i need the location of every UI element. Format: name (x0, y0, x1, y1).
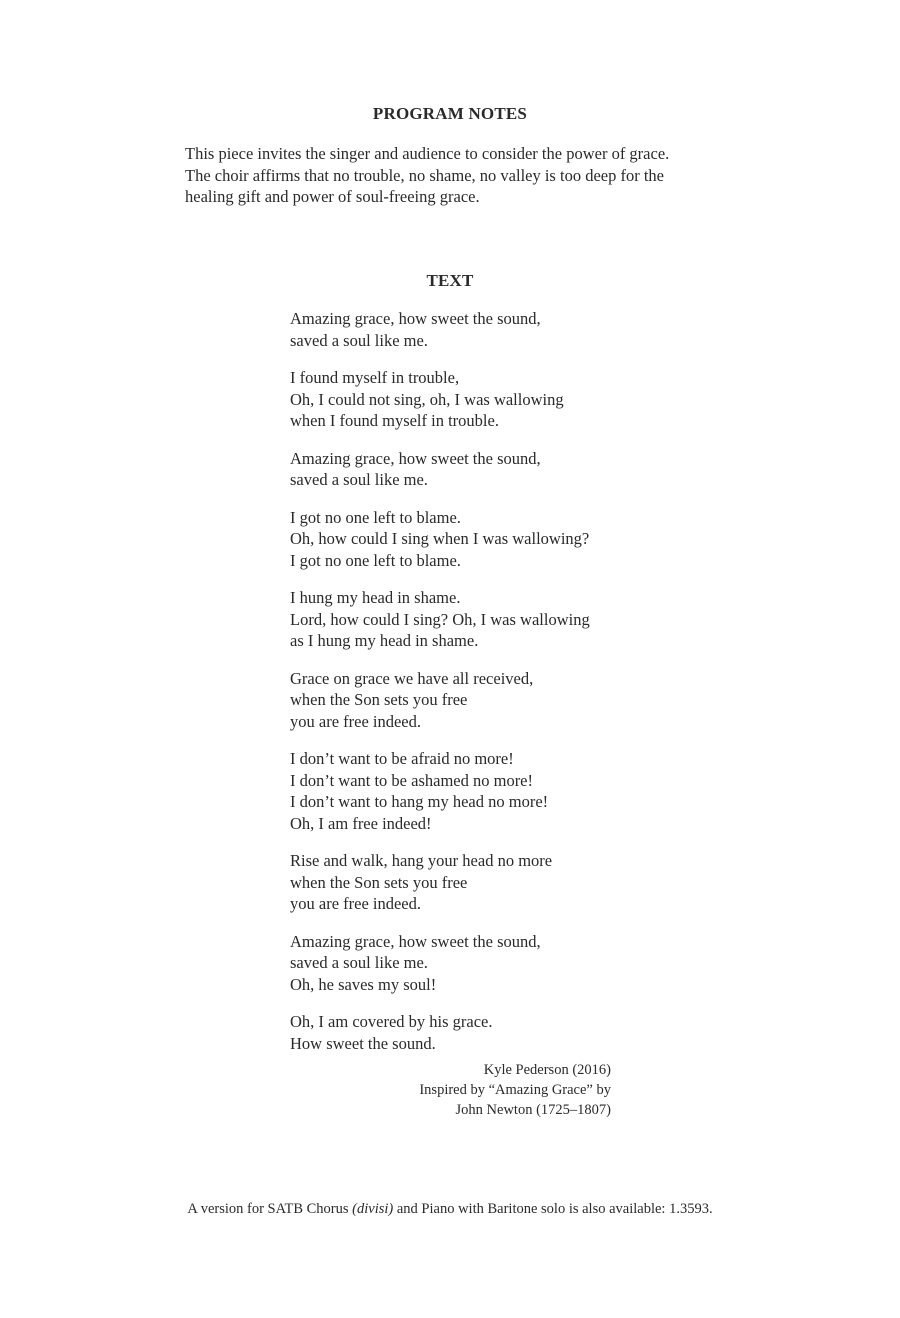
lyric-stanza (290, 668, 630, 733)
lyrics-block (290, 308, 630, 1070)
lyric-line: Grace on grace we have all received, (290, 668, 534, 688)
lyric-line: I don’t want to hang my head no more! (290, 792, 549, 811)
lyric-stanza (290, 507, 630, 572)
lyric-line: Amazing grace, how sweet the sound, (290, 309, 541, 328)
program-notes-line: The choir affirms that no trouble, no shame, no valley is too deep for the (185, 165, 664, 185)
lyric-line: saved a soul like me. (290, 330, 428, 350)
lyric-stanza (290, 1011, 630, 1054)
lyric-line: I got no one left to blame. (290, 507, 461, 527)
lyric-line: I found myself in trouble, (290, 368, 460, 387)
lyric-line: I hung my head in shame. (290, 588, 461, 607)
lyric-line: when the Son sets you free (290, 872, 468, 892)
program-notes-line: healing gift and power of soul-freeing grace. (185, 187, 480, 206)
lyric-line: when I found myself in trouble. (290, 411, 499, 430)
credit-block (300, 1060, 611, 1120)
credit-inspired-by: Inspired by “Amazing Grace” by (419, 1082, 611, 1098)
lyric-line: Oh, how could I sing when I was wallowing? (290, 529, 590, 548)
lyric-line: Oh, I could not sing, oh, I was wallowing (290, 389, 564, 409)
lyric-line: saved a soul like me. (290, 953, 428, 972)
lyric-line: you are free indeed. (290, 711, 422, 731)
lyric-stanza (290, 931, 630, 996)
credit-author: Kyle Pederson (2016) (483, 1062, 611, 1078)
footer-text-italic: (divisi) (352, 1201, 394, 1217)
lyric-line: Amazing grace, how sweet the sound, (290, 448, 541, 468)
text-heading: TEXT (426, 271, 474, 290)
program-notes-heading: PROGRAM NOTES (372, 104, 528, 123)
lyric-line: Lord, how could I sing? Oh, I was wallowing (290, 609, 590, 629)
lyric-line: when the Son sets you free (290, 690, 468, 709)
program-notes-line: This piece invites the singer and audience to consider the power of grace. (185, 144, 670, 163)
lyric-line: I don’t want to be afraid no more! (290, 749, 514, 768)
lyric-stanza (290, 587, 630, 652)
lyric-line: Amazing grace, how sweet the sound, (290, 931, 541, 951)
lyric-line: How sweet the sound. (290, 1033, 436, 1053)
lyric-line: Oh, he saves my soul! (290, 974, 437, 994)
footer-note (0, 1201, 900, 1218)
credit-original-author: John Newton (1725–1807) (455, 1102, 611, 1118)
program-notes-body (185, 143, 725, 208)
lyric-stanza (290, 367, 630, 432)
footer-text-before: A version for SATB Chorus (187, 1201, 353, 1217)
lyric-stanza (290, 850, 630, 915)
lyric-line: as I hung my head in shame. (290, 631, 479, 650)
lyric-stanza (290, 748, 630, 834)
lyric-line: saved a soul like me. (290, 470, 428, 489)
lyric-line: Oh, I am free indeed! (290, 813, 432, 833)
lyric-line: I got no one left to blame. (290, 550, 461, 570)
lyric-line: Oh, I am covered by his grace. (290, 1012, 493, 1031)
footer-text-after: and Piano with Baritone solo is also available: 1.3593. (393, 1201, 713, 1217)
lyric-stanza (290, 308, 630, 351)
lyric-line: you are free indeed. (290, 894, 422, 913)
lyric-line: Rise and walk, hang your head no more (290, 851, 553, 870)
lyric-stanza (290, 448, 630, 491)
lyric-line: I don’t want to be ashamed no more! (290, 770, 534, 790)
